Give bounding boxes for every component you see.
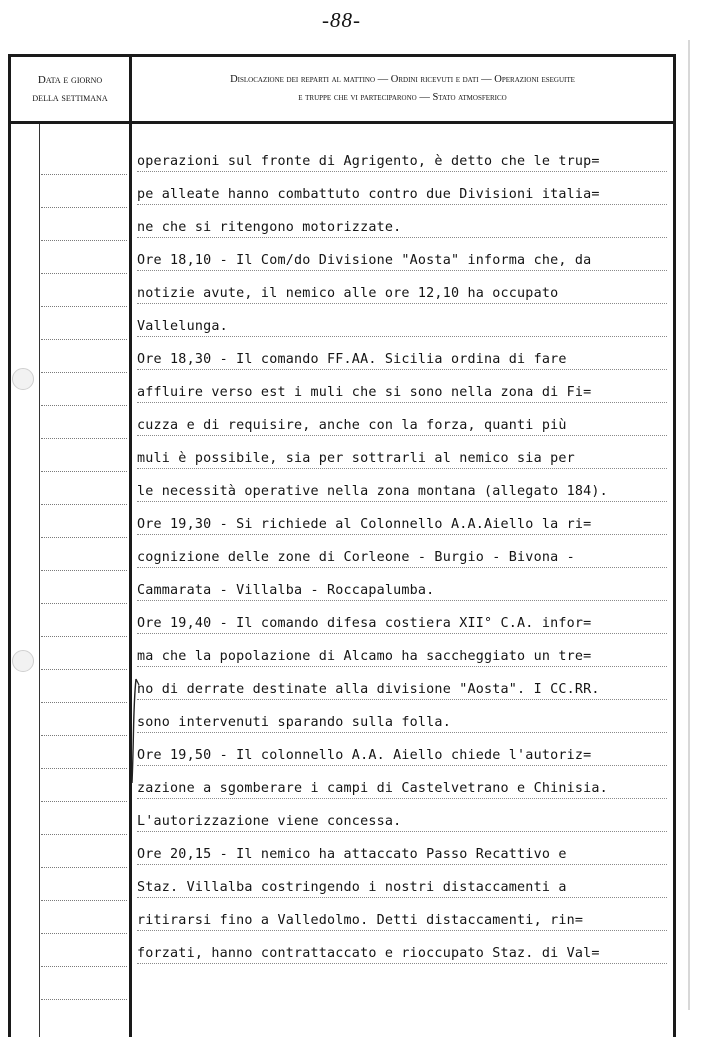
date-rule <box>41 768 127 769</box>
log-line: zazione a sgomberare i campi di Castelvetrano e Chinisia. <box>137 772 677 805</box>
date-rule <box>41 834 127 835</box>
log-line: operazioni sul fronte di Agrigento, è detto che le trup= <box>137 145 677 178</box>
date-column-divider <box>39 124 40 1037</box>
page-edge-shadow <box>688 40 690 1010</box>
log-line: ritirarsi fino a Valledolmo. Detti distaccamenti, rin= <box>137 904 677 937</box>
date-rule <box>41 537 127 538</box>
date-rule <box>41 339 127 340</box>
log-line: Cammarata - Villalba - Roccapalumba. <box>137 574 677 607</box>
log-line: sono intervenuti sparando sulla folla. <box>137 706 677 739</box>
log-line: notizie avute, il nemico alle ore 12,10 ha occupato <box>137 277 677 310</box>
date-rule <box>41 636 127 637</box>
date-header-line1: Data e giorno <box>37 74 103 86</box>
log-line: Ore 19,40 - Il comando difesa costiera XII° C.A. infor= <box>137 607 677 640</box>
operations-header-line1: Dislocazione dei reparti al mattino — Ordini ricevuti e dati — Operazioni eseguite <box>230 74 575 85</box>
log-line: Vallelunga. <box>137 310 677 343</box>
date-rule <box>41 438 127 439</box>
date-rule <box>41 999 127 1000</box>
log-line: le necessità operative nella zona montana (allegato 184). <box>137 475 677 508</box>
date-column <box>11 124 132 1037</box>
date-rule <box>41 735 127 736</box>
date-rule <box>41 801 127 802</box>
date-rule <box>41 471 127 472</box>
date-rule <box>41 207 127 208</box>
log-line: Ore 19,50 - Il colonnello A.A. Aiello chiede l'autoriz= <box>137 739 677 772</box>
date-rule <box>41 273 127 274</box>
date-rule <box>41 966 127 967</box>
typewritten-log <box>137 145 677 970</box>
date-rule <box>41 669 127 670</box>
log-line: pe alleate hanno combattuto contro due Divisioni italia= <box>137 178 677 211</box>
log-line: ma che la popolazione di Alcamo ha saccheggiato un tre= <box>137 640 677 673</box>
log-line: forzati, hanno contrattaccato e rioccupato Staz. di Val= <box>137 937 677 970</box>
date-rule <box>41 570 127 571</box>
log-line: ne che si ritengono motorizzate. <box>137 211 677 244</box>
date-rule <box>41 603 127 604</box>
operations-column-header <box>132 57 673 121</box>
log-line: cognizione delle zone di Corleone - Burgio - Bivona - <box>137 541 677 574</box>
date-rule <box>41 174 127 175</box>
date-column-header <box>11 57 132 121</box>
log-line: Ore 19,30 - Si richiede al Colonnello A.A.Aiello la ri= <box>137 508 677 541</box>
log-line: affluire verso est i muli che si sono nella zona di Fi= <box>137 376 677 409</box>
log-line: Ore 18,10 - Il Com/do Divisione "Aosta" informa che, da <box>137 244 677 277</box>
log-line: no di derrate destinate alla divisione "Aosta". I CC.RR. <box>137 673 677 706</box>
date-rule <box>41 867 127 868</box>
date-rule <box>41 900 127 901</box>
date-rule <box>41 405 127 406</box>
log-line: L'autorizzazione viene concessa. <box>137 805 677 838</box>
date-rule <box>41 504 127 505</box>
date-rule <box>41 933 127 934</box>
log-line: cuzza e di requisire, anche con la forza, quanti più <box>137 409 677 442</box>
log-line: muli è possibile, sia per sottrarli al nemico sia per <box>137 442 677 475</box>
register-header <box>11 57 673 124</box>
date-rule <box>41 240 127 241</box>
operations-header-line2: e truppe che vi parteciparono — Stato atmosferico <box>298 92 507 103</box>
log-line: Ore 20,15 - Il nemico ha attaccato Passo Recattivo e <box>137 838 677 871</box>
date-rule <box>41 702 127 703</box>
date-rule <box>41 372 127 373</box>
page-number: -88- <box>322 8 361 32</box>
date-header-line2: della settimana <box>32 92 108 104</box>
log-line: Staz. Villalba costringendo i nostri distaccamenti a <box>137 871 677 904</box>
log-line: Ore 18,30 - Il comando FF.AA. Sicilia ordina di fare <box>137 343 677 376</box>
date-rule <box>41 306 127 307</box>
